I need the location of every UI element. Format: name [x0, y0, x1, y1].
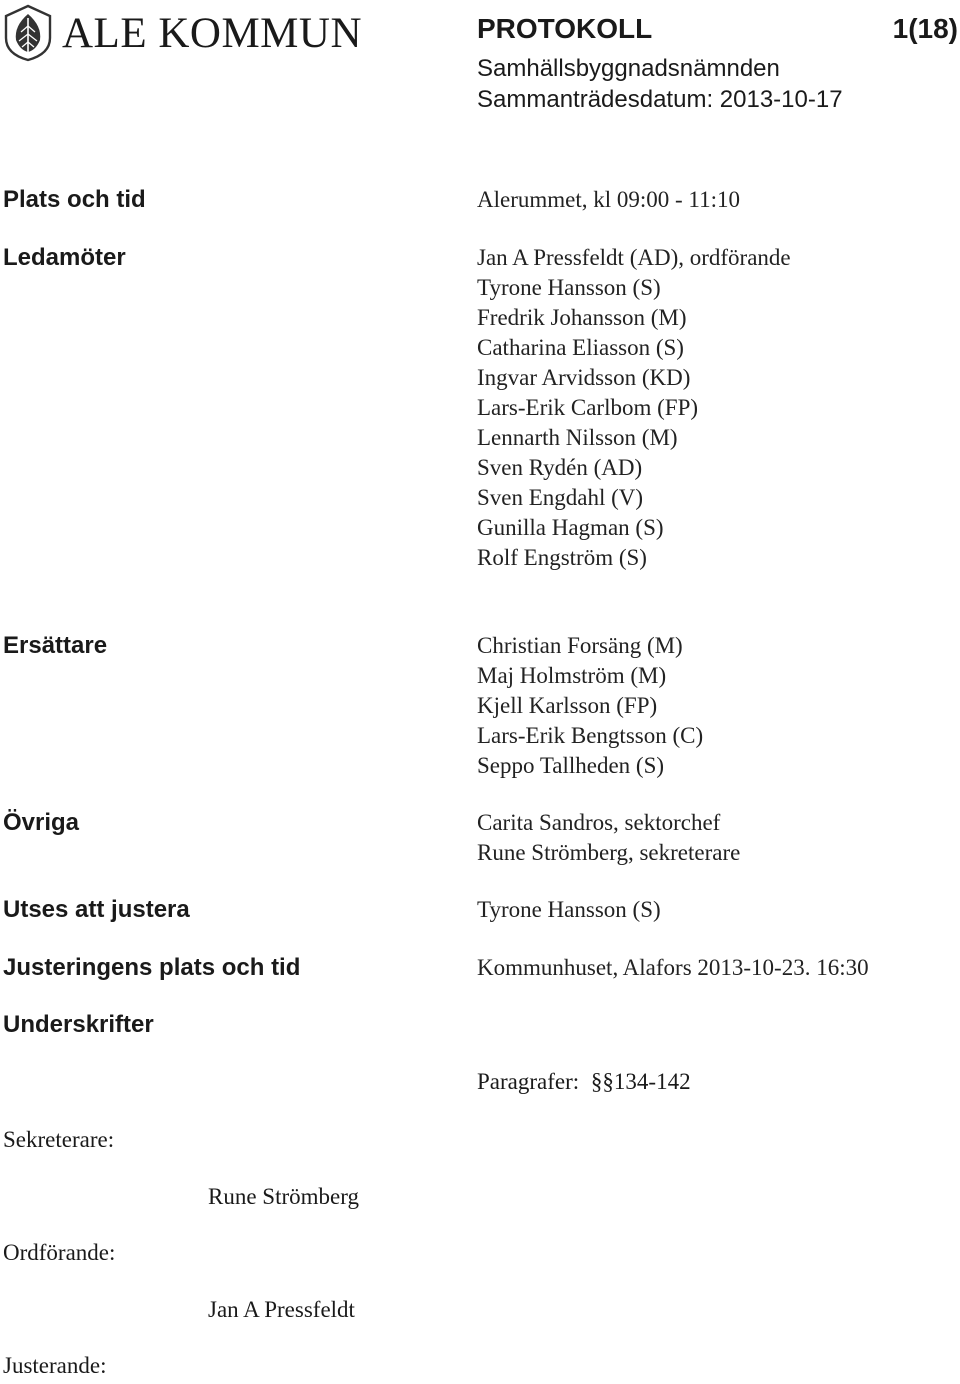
paragrafer-label: Paragrafer: — [477, 1069, 580, 1094]
paragrafer-row — [477, 1067, 691, 1097]
list-item: Maj Holmström (M) — [477, 663, 667, 688]
list-item: Rune Strömberg, sekreterare — [477, 840, 741, 865]
paragrafer-range: 134-142 — [613, 1069, 691, 1094]
ledamoter-list — [477, 243, 791, 573]
list-item: Lars-Erik Carlbom (FP) — [477, 395, 699, 420]
list-item: Fredrik Johansson (M) — [477, 305, 687, 330]
ledamoter-label: Ledamöter — [3, 244, 126, 271]
list-item: Jan A Pressfeldt (AD), ordförande — [477, 245, 791, 270]
page-number: 1(18) — [892, 13, 958, 44]
committee-name: Samhällsbyggnadsnämnden — [477, 55, 780, 82]
list-item: Gunilla Hagman (S) — [477, 515, 664, 540]
plats-och-tid-label: Plats och tid — [3, 186, 146, 213]
list-item: Kjell Karlsson (FP) — [477, 693, 658, 718]
double-section-sign-icon: §§ — [590, 1069, 614, 1094]
justerande-label: Justerande: — [3, 1353, 107, 1378]
list-item: Lennarth Nilsson (M) — [477, 425, 678, 450]
meeting-date: Sammanträdesdatum: 2013-10-17 — [477, 86, 843, 113]
list-item: Seppo Tallheden (S) — [477, 753, 665, 778]
ovriga-list — [477, 808, 740, 868]
list-item: Rolf Engström (S) — [477, 545, 647, 570]
justeringens-plats-label: Justeringens plats och tid — [3, 954, 301, 981]
list-item: Catharina Eliasson (S) — [477, 335, 684, 360]
ordforande-label: Ordförande: — [3, 1240, 116, 1265]
list-item: Sven Engdahl (V) — [477, 485, 644, 510]
list-item: Tyrone Hansson (S) — [477, 275, 661, 300]
ordforande-name: Jan A Pressfeldt — [208, 1297, 355, 1322]
ovriga-label: Övriga — [3, 809, 80, 836]
utses-att-justera-value: Tyrone Hansson (S) — [477, 897, 661, 922]
justeringens-plats-value: Kommunhuset, Alafors 2013-10-23. 16:30 — [477, 955, 869, 980]
list-item: Lars-Erik Bengtsson (C) — [477, 723, 704, 748]
utses-att-justera-label: Utses att justera — [3, 896, 190, 923]
sekreterare-label: Sekreterare: — [3, 1127, 115, 1152]
document-type: PROTOKOLL — [477, 13, 653, 44]
list-item: Christian Forsäng (M) — [477, 633, 683, 658]
list-item: Sven Rydén (AD) — [477, 455, 643, 480]
list-item: Ingvar Arvidsson (KD) — [477, 365, 691, 390]
sekreterare-name: Rune Strömberg — [208, 1184, 359, 1209]
org-name: ALE KOMMUN — [62, 10, 363, 57]
ersattare-label: Ersättare — [3, 632, 108, 659]
plats-och-tid-value: Alerummet, kl 09:00 - 11:10 — [477, 187, 740, 212]
leaf-icon — [2, 4, 54, 62]
underskrifter-label: Underskrifter — [3, 1011, 154, 1038]
ersattare-list — [477, 631, 703, 781]
list-item: Carita Sandros, sektorchef — [477, 810, 721, 835]
